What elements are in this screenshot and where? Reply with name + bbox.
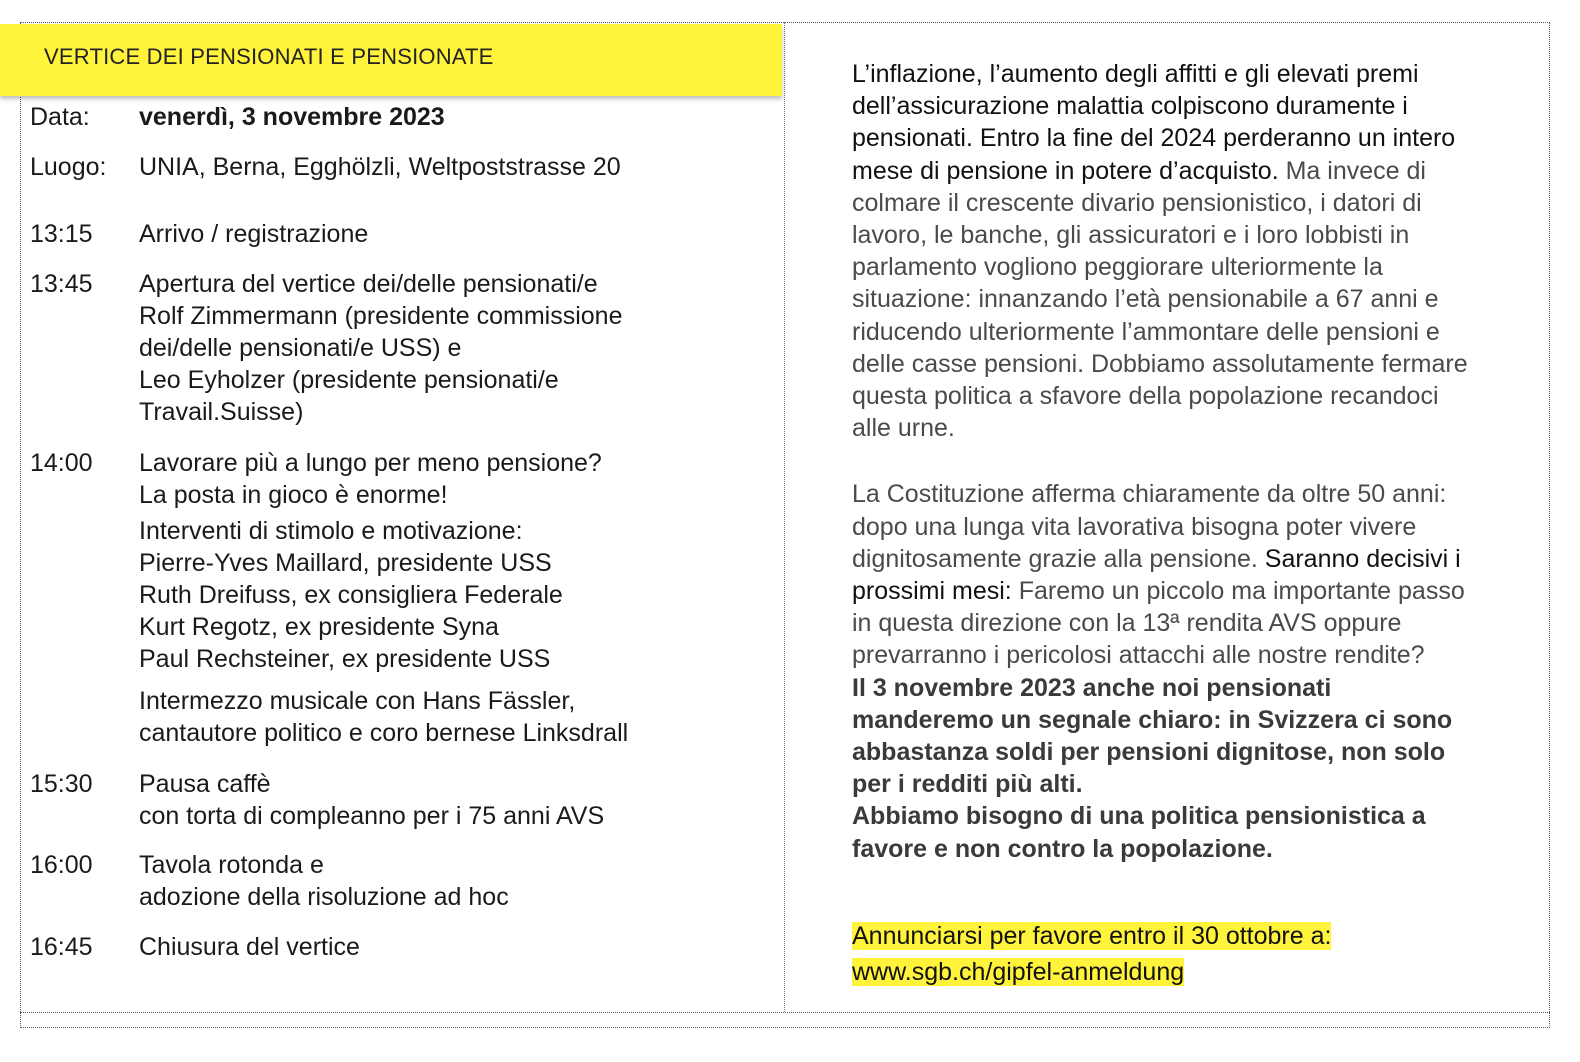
date-value: venerdì, 3 novembre 2023 — [139, 103, 445, 131]
program-line: La posta in gioco è enorme! — [139, 481, 448, 509]
header-banner — [0, 24, 782, 96]
program-line: Pierre-Yves Maillard, presidente USS — [139, 549, 552, 577]
paragraph-line: lavoro, le banche, gli assicuratori e i loro lobbisti in — [852, 221, 1410, 250]
paragraph-segment: Saranno decisivi i — [1264, 544, 1461, 573]
paragraph-line: L’inflazione, l’aumento degli affitti e gli elevati premi — [852, 60, 1419, 88]
paragraph-line: La Costituzione afferma chiaramente da oltre 50 anni: — [852, 480, 1447, 509]
program-line: adozione della risoluzione ad hoc — [139, 883, 509, 911]
place-value: UNIA, Berna, Egghölzli, Weltpoststrasse 20 — [139, 153, 621, 181]
paragraph-line: dell’assicurazione malattia colpiscono duramente i — [852, 92, 1408, 121]
paragraph-line: in questa direzione con la 13ª rendita AVS oppure — [852, 609, 1402, 638]
frame-bottom-rule — [20, 1012, 1550, 1013]
paragraph-line: Il 3 novembre 2023 anche noi pensionati — [852, 673, 1332, 702]
paragraph-segment: dignitosamente grazie alla pensione. — [852, 544, 1265, 573]
paragraph-line: alle urne. — [852, 414, 955, 443]
paragraph-line: dopo una lunga vita lavorativa bisogna poter vivere — [852, 512, 1417, 541]
program-line: Paul Rechsteiner, ex presidente USS — [139, 645, 551, 673]
paragraph-segment: prossimi mesi: — [852, 577, 1019, 606]
paragraph-line: situazione: innanzando l’età pensionabile a 67 anni e — [852, 285, 1439, 314]
paragraph-segment: Faremo un piccolo ma importante passo — [1018, 577, 1465, 606]
signup-text: Annunciarsi per favore entro il 30 ottobre a: — [852, 922, 1332, 950]
paragraph-line: questa politica a sfavore della popolazione recandoci — [852, 382, 1439, 411]
program-line: Chiusura del vertice — [139, 933, 360, 961]
paragraph-line: colmare il crescente divario pensionistico, i datori di — [852, 188, 1422, 217]
program-time: 16:00 — [30, 851, 93, 879]
paragraph-line: riducendo ulteriormente l’ammontare delle pensioni e — [852, 317, 1440, 346]
program-line: Intermezzo musicale con Hans Fässler, — [139, 687, 576, 715]
program-line: Travail.Suisse) — [139, 398, 304, 426]
program-line: Arrivo / registrazione — [139, 220, 369, 248]
program-line: Rolf Zimmermann (presidente commissione — [139, 302, 623, 330]
program-time: 16:45 — [30, 933, 93, 961]
program-line: Ruth Dreifuss, ex consigliera Federale — [139, 581, 563, 609]
paragraph-line: per i redditi più alti. — [852, 770, 1083, 799]
paragraph-line: Abbiamo bisogno di una politica pensionistica a — [852, 802, 1426, 831]
program-line: Pausa caffè — [139, 770, 271, 798]
program-time: 13:45 — [30, 270, 93, 298]
column-divider — [784, 22, 785, 1012]
program-line: Interventi di stimolo e motivazione: — [139, 517, 523, 545]
paragraph-line: delle casse pensioni. Dobbiamo assolutamente fermare — [852, 349, 1468, 378]
paragraph-segment: Ma invece di — [1285, 156, 1426, 185]
signup-link[interactable]: www.sgb.ch/gipfel-anmeldung — [852, 958, 1185, 986]
program-line: Lavorare più a lungo per meno pensione? — [139, 449, 602, 477]
appeal-text — [852, 58, 1542, 865]
program-time: 14:00 — [30, 449, 93, 477]
program-line: dei/delle pensionati/e USS) e — [139, 334, 462, 362]
paragraph-line: prevarranno i pericolosi attacchi alle nostre rendite? — [852, 641, 1425, 670]
program-line: Tavola rotonda e — [139, 851, 324, 879]
program-line: con torta di compleanno per i 75 anni AVS — [139, 802, 605, 830]
paragraph-line: favore e non contro la popolazione. — [852, 834, 1273, 863]
header-label: VERTICE DEI PENSIONATI E PENSIONATE — [44, 44, 494, 69]
paragraph-line: parlamento vogliono peggiorare ulteriormente la — [852, 253, 1383, 282]
paragraph-line: pensionati. Entro la fine del 2024 perderanno un intero — [852, 124, 1456, 153]
program-time: 15:30 — [30, 770, 93, 798]
program-line: Apertura del vertice dei/delle pensionati/e — [139, 270, 598, 298]
program-time: 13:15 — [30, 220, 93, 248]
date-label: Data: — [30, 103, 90, 131]
signup-block — [852, 918, 1331, 990]
place-label: Luogo: — [30, 153, 107, 181]
program-line: Kurt Regotz, ex presidente Syna — [139, 613, 499, 641]
paragraph-line: abbastanza soldi per pensioni dignitose, non solo — [852, 738, 1446, 767]
paragraph-segment: mese di pensione in potere d’acquisto. — [852, 156, 1286, 185]
paragraph-line: manderemo un segnale chiaro: in Svizzera ci sono — [852, 705, 1453, 734]
program-line: cantautore politico e coro bernese Linksdrall — [139, 719, 629, 747]
program-line: Leo Eyholzer (presidente pensionati/e — [139, 366, 559, 394]
